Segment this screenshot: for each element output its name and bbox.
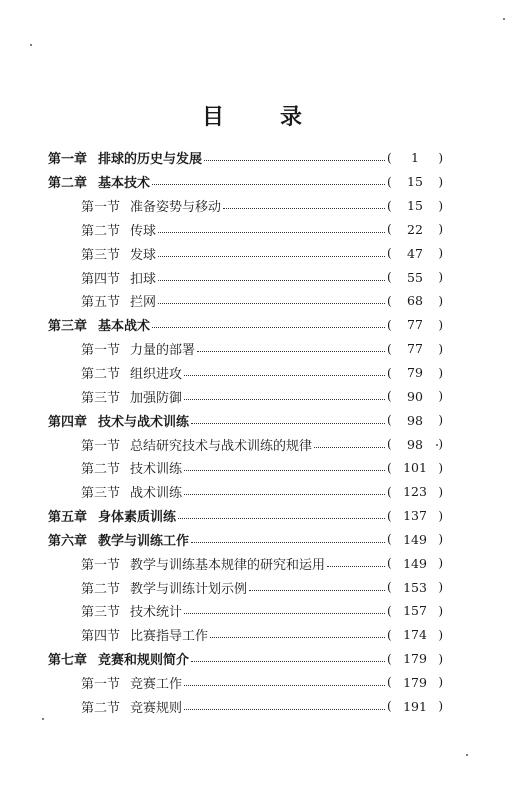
dot-leader [158,303,385,304]
toc-section-row [48,623,443,647]
toc-chapter-row [48,313,443,337]
toc-page-number: 179 [403,674,427,690]
toc-entry-number: 第四章 [48,414,88,430]
open-paren: ( [387,174,392,189]
dot-leader [210,637,385,638]
close-paren: ) [438,627,443,642]
close-paren: ) [438,460,443,475]
toc-page-ref [387,270,443,285]
dot-leader [184,709,385,710]
open-paren: ( [387,699,392,714]
dot-leader [184,613,385,614]
toc-section-row [48,671,443,695]
toc-page-ref [387,389,443,404]
toc-entry-title: 传球 [130,223,157,239]
dot-leader [178,518,385,519]
toc-chapter-row [48,528,443,552]
toc-page-ref [387,651,443,666]
dot-leader [204,160,385,161]
toc-entry-number: 第二节 [81,462,121,478]
toc-page-ref [387,699,443,714]
toc-page-ref [387,341,443,356]
dot-leader [184,470,385,471]
open-paren: ( [387,556,392,571]
toc-section-row [48,194,443,218]
close-paren: ) [438,293,443,308]
toc-page-number: 15 [407,198,423,214]
toc-entry-title: 拦网 [130,295,157,311]
toc-page-number: 1 [411,150,419,166]
toc-section-row [48,241,443,265]
toc-entry-number: 第二节 [81,367,121,383]
toc-page-ref [387,484,443,499]
toc-entry-number: 第三章 [48,319,88,335]
open-paren: ( [387,627,392,642]
toc-section-row [48,480,443,504]
open-paren: ( [387,341,392,356]
close-paren: ) [438,317,443,332]
toc-section-row [48,575,443,599]
toc-entry-title: 教学与训练计划示例 [130,581,248,597]
toc-entry-number: 第七章 [48,653,88,669]
open-paren: ( [387,484,392,499]
title-char-2: 录 [280,104,305,130]
close-paren: ) [438,532,443,547]
toc-entry-title: 教学与训练基本规律的研究和运用 [130,557,326,573]
toc-page-number: 191 [403,698,427,714]
open-paren: ( [387,198,392,213]
toc-section-row [48,289,443,313]
toc-entry-number: 第四节 [81,271,121,287]
close-paren: ) [438,437,443,452]
close-paren: ) [438,389,443,404]
toc-section-row [48,384,443,408]
toc-entry-number: 第二节 [81,223,121,239]
title-char-1: 目 [201,104,226,130]
toc-page-number: 47 [407,245,423,261]
toc-page-number: 157 [403,603,427,619]
toc-entry-number: 第三节 [81,247,121,263]
toc-entry-title: 身体素质训练 [98,510,177,526]
toc-page-number: 68 [407,293,423,309]
close-paren: ) [438,699,443,714]
close-paren: ) [438,651,443,666]
open-paren: ( [387,246,392,261]
table-of-contents [48,146,443,718]
dot-leader [191,423,385,424]
close-paren: ) [438,365,443,380]
open-paren: ( [387,389,392,404]
toc-entry-number: 第二节 [81,581,121,597]
toc-entry-number: 第六章 [48,533,88,549]
toc-chapter-row [48,408,443,432]
toc-page-number: 137 [403,508,427,524]
open-paren: ( [387,580,392,595]
toc-chapter-row [48,504,443,528]
close-paren: ) [438,150,443,165]
toc-section-row [48,599,443,623]
toc-entry-number: 第一节 [81,200,121,216]
dot-leader [152,184,385,185]
dot-leader [191,661,385,662]
toc-section-row [48,456,443,480]
close-paren: ) [438,675,443,690]
toc-entry-number: 第三节 [81,605,121,621]
open-paren: ( [387,293,392,308]
close-paren: ) [438,341,443,356]
dot-leader [327,566,385,567]
toc-entry-title: 基本战术 [98,319,151,335]
dot-leader [152,327,385,328]
toc-entry-title: 竞赛规则 [130,700,183,716]
close-paren: ) [438,580,443,595]
toc-entry-title: 战术训练 [130,486,183,502]
toc-entry-number: 第一章 [48,152,88,168]
toc-chapter-row [48,170,443,194]
toc-entry-number: 第四节 [81,629,121,645]
close-paren: ) [438,246,443,261]
toc-entry-number: 第三节 [81,486,121,502]
toc-section-row [48,551,443,575]
toc-page-number: 101 [403,460,427,476]
toc-chapter-row [48,647,443,671]
scan-speck [503,18,505,20]
toc-page-number: 22 [407,221,423,237]
toc-page-number: 174 [403,627,427,643]
toc-page-number: 90 [407,388,423,404]
close-paren: ) [438,413,443,428]
dot-leader [158,280,385,281]
toc-page-ref [387,460,443,475]
dot-leader [223,208,385,209]
open-paren: ( [387,651,392,666]
toc-page-number: 179 [403,651,427,667]
toc-page-ref [387,150,443,165]
toc-page-ref [387,580,443,595]
dot-leader [197,351,385,352]
toc-chapter-row [48,146,443,170]
toc-page-ref [387,437,443,452]
toc-entry-title: 总结研究技术与战术训练的规律 [130,438,313,454]
toc-entry-title: 竞赛工作 [130,676,183,692]
toc-page-ref [387,246,443,261]
close-paren: ) [438,270,443,285]
dot-leader [314,447,385,448]
toc-entry-title: 力量的部署 [130,343,196,359]
page-title [0,100,506,131]
toc-entry-number: 第三节 [81,390,121,406]
toc-entry-number: 第五节 [81,295,121,311]
close-paren: ) [438,508,443,523]
toc-page-ref [387,675,443,690]
dot-leader [191,542,385,543]
toc-page-ref [387,413,443,428]
toc-entry-number: 第一节 [81,676,121,692]
dot-leader [184,375,385,376]
toc-section-row [48,694,443,718]
toc-page-number: 98 [407,412,423,428]
toc-page-ref [387,293,443,308]
toc-entry-number: 第一节 [81,557,121,573]
toc-entry-title: 准备姿势与移动 [130,200,222,216]
toc-entry-title: 扣球 [130,271,157,287]
toc-page-number: 123 [403,484,427,500]
toc-entry-title: 比赛指导工作 [130,629,209,645]
close-paren: ) [438,222,443,237]
toc-page-number: 149 [403,531,427,547]
toc-entry-title: 发球 [130,247,157,263]
toc-page-ref [387,198,443,213]
toc-section-row [48,265,443,289]
toc-page-ref [387,365,443,380]
toc-entry-number: 第一节 [81,438,121,454]
toc-section-row [48,361,443,385]
toc-page-number: 79 [407,365,423,381]
dot-leader [184,685,385,686]
scan-speck [466,754,468,756]
toc-entry-title: 竞赛和规则简介 [98,653,190,669]
toc-entry-number: 第二节 [81,700,121,716]
toc-entry-number: 第一节 [81,343,121,359]
dot-leader [158,256,385,257]
toc-entry-title: 技术训练 [130,462,183,478]
toc-entry-number: 第二章 [48,176,88,192]
toc-page-ref [387,556,443,571]
dot-leader [249,590,385,591]
open-paren: ( [387,150,392,165]
close-paren: ) [438,556,443,571]
toc-page-number: 98 [407,436,423,452]
dot-leader [158,232,385,233]
toc-section-row [48,337,443,361]
open-paren: ( [387,222,392,237]
open-paren: ( [387,603,392,618]
toc-entry-title: 组织进攻 [130,367,183,383]
scan-speck [436,444,438,446]
toc-entry-title: 排球的历史与发展 [98,152,203,168]
toc-entry-title: 基本技术 [98,176,151,192]
scan-speck [30,44,32,46]
toc-page-number: 77 [407,317,423,333]
toc-entry-title: 教学与训练工作 [98,533,190,549]
close-paren: ) [438,603,443,618]
dot-leader [184,494,385,495]
open-paren: ( [387,532,392,547]
open-paren: ( [387,460,392,475]
close-paren: ) [438,484,443,499]
scan-speck [42,718,44,720]
toc-section-row [48,432,443,456]
toc-page-number: 55 [407,269,423,285]
toc-page-number: 77 [407,341,423,357]
toc-page-ref [387,603,443,618]
open-paren: ( [387,317,392,332]
open-paren: ( [387,508,392,523]
open-paren: ( [387,413,392,428]
toc-page-number: 15 [407,174,423,190]
toc-page-number: 153 [403,579,427,595]
toc-page-number: 149 [403,555,427,571]
toc-page-ref [387,627,443,642]
toc-page-ref [387,317,443,332]
open-paren: ( [387,365,392,380]
toc-entry-title: 技术统计 [130,605,183,621]
toc-entry-number: 第五章 [48,510,88,526]
toc-page-ref [387,508,443,523]
close-paren: ) [438,198,443,213]
open-paren: ( [387,270,392,285]
dot-leader [184,399,385,400]
toc-section-row [48,218,443,242]
toc-entry-title: 加强防御 [130,390,183,406]
toc-page-ref [387,222,443,237]
close-paren: ) [438,174,443,189]
open-paren: ( [387,675,392,690]
toc-entry-title: 技术与战术训练 [98,414,190,430]
toc-page-ref [387,532,443,547]
open-paren: ( [387,437,392,452]
toc-page-ref [387,174,443,189]
